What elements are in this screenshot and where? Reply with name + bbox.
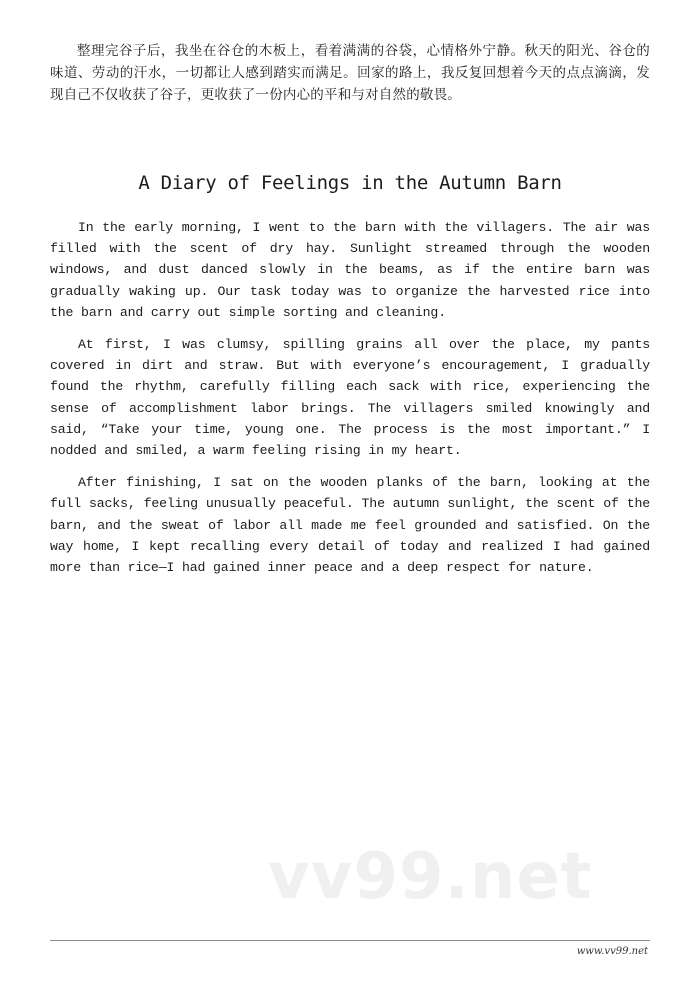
page-title: A Diary of Feelings in the Autumn Barn [138, 172, 562, 194]
english-body [50, 217, 650, 589]
body-paragraph-3: After finishing, I sat on the wooden planks of the barn, looking at the full sacks, feeling unusually peaceful. The autumn sunlight, the scent of the barn, and the sweat of labor all made me feel grounded and satisfied. On the way home, I kept recalling every detail of today and realized I had gained more than rice—I had gained inner peace and a deep respect for nature. [50, 475, 650, 576]
watermark: vv99.net [268, 840, 593, 914]
footer-divider [50, 940, 650, 941]
body-paragraph-2: At first, I was clumsy, spilling grains all over the place, my pants covered in dirt and straw. But with everyone’s encouragement, I gradually found the rhythm, carefully filling each sack with rice, experiencing the sense of accomplishment labor brings. The villagers smiled knowingly and said, “Take your time, young one. The process is the most important.” I nodded and smiled, a warm feeling rising in my heart. [50, 337, 650, 459]
chinese-paragraph: 整理完谷子后，我坐在谷仓的木板上，看着满满的谷袋，心情格外宁静。秋天的阳光、谷仓的味道、劳动的汗水，一切都让人感到踏实而满足。回家的路上，我反复回想着今天的点点滴滴，发现自己不仅收获了谷子，更收获了一份内心的平和与对自然的敬畏。 [50, 43, 650, 103]
body-paragraph-1: In the early morning, I went to the barn with the villagers. The air was filled with the scent of dry hay. Sunlight streamed through the wooden windows, and dust danced slowly in the beams, as if the entire barn was gradually waking up. Our task today was to organize the harvested rice into the barn and carry out simple sorting and cleaning. [50, 220, 650, 320]
footer-url: www.vv99.net [576, 946, 648, 957]
